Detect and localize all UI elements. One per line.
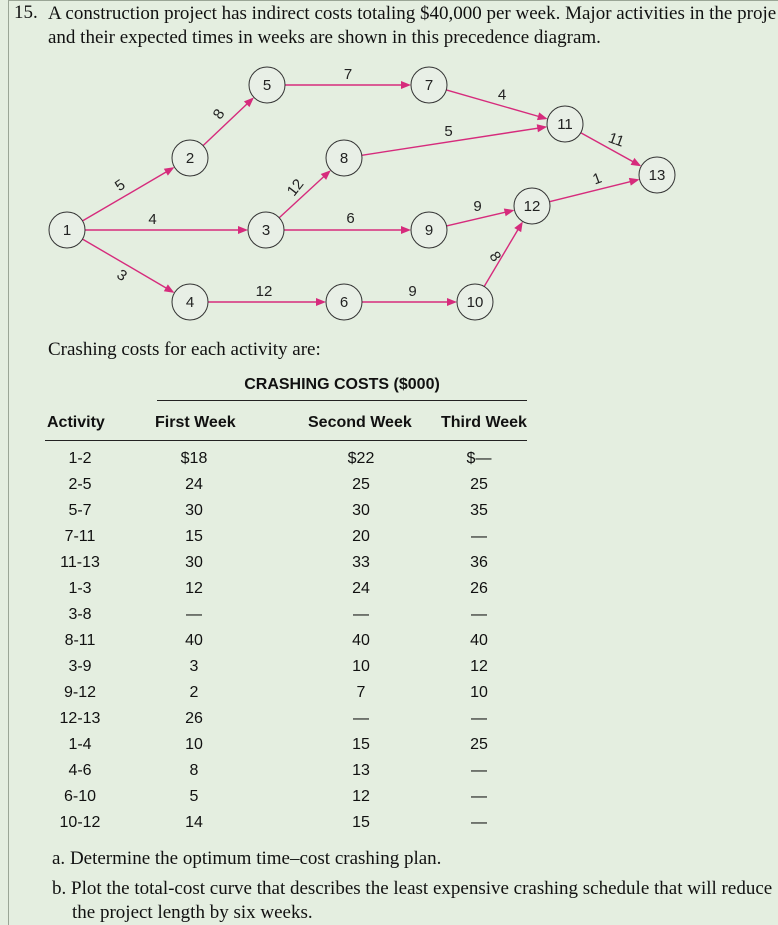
table-cell-activity: 8-11 <box>64 632 96 649</box>
table-title: CRASHING COSTS ($000) <box>244 376 440 393</box>
arrowhead-12-13 <box>629 178 640 186</box>
arrowhead-4-6 <box>316 298 326 306</box>
table-cell-activity: 2-5 <box>68 476 92 493</box>
table-cell-first-week: — <box>186 606 202 623</box>
table-cell-first-week: 40 <box>185 632 203 649</box>
arrowhead-5-7 <box>401 81 411 89</box>
table-cell-first-week: 12 <box>185 580 203 597</box>
table-cell-first-week: 24 <box>185 476 203 493</box>
table-cell-second-week: 13 <box>352 762 370 779</box>
table-title-rule <box>157 400 527 401</box>
arrowhead-9-12 <box>504 208 515 216</box>
edge-duration-label: 1 <box>590 169 605 189</box>
node-label: 13 <box>648 166 666 184</box>
table-cell-third-week: 25 <box>470 476 488 493</box>
table-cell-second-week: 10 <box>352 658 370 675</box>
table-cell-activity: 7-11 <box>64 528 96 545</box>
table-cell-activity: 5-7 <box>68 502 92 519</box>
node-6 <box>326 284 362 320</box>
table-cell-second-week: 40 <box>352 632 370 649</box>
table-cell-third-week: 36 <box>470 554 488 571</box>
table-cell-second-week: 15 <box>352 814 370 831</box>
table-cell-first-week: 15 <box>185 528 203 545</box>
table-cell-second-week: 33 <box>352 554 370 571</box>
node-7 <box>411 67 447 103</box>
edge-duration-label: 6 <box>346 209 355 227</box>
crashing-intro: Crashing costs for each activity are: <box>48 339 321 360</box>
header-first-week: First Week <box>155 414 236 431</box>
node-3 <box>248 212 284 248</box>
diagram-edge-labels <box>112 66 627 300</box>
arrowhead-1-3 <box>238 226 248 234</box>
arrowhead-3-9 <box>401 226 411 234</box>
table-cell-activity: 9-12 <box>63 684 97 701</box>
arrowhead-11-13 <box>631 158 642 166</box>
node-label: 4 <box>185 293 195 311</box>
table-cell-activity: 4-6 <box>68 762 92 779</box>
edge-duration-label: 8 <box>209 105 229 123</box>
table-cell-activity: 1-2 <box>68 450 92 467</box>
node-2 <box>172 140 208 176</box>
table-cell-activity: 6-10 <box>63 788 97 805</box>
table-cell-third-week: — <box>471 814 487 831</box>
table-cell-first-week: 14 <box>185 814 203 831</box>
table-cell-second-week: 7 <box>356 684 366 701</box>
question-b-text: Plot the total-cost curve that describes the least expensive crashing schedule that will reduce <box>71 878 773 899</box>
edge-duration-label: 7 <box>343 65 353 83</box>
question-number: 15. <box>14 2 38 23</box>
table-cell-activity: 3-8 <box>68 606 92 623</box>
table-cell-first-week: $18 <box>180 450 208 467</box>
table-header-rule <box>45 440 527 441</box>
table-cell-third-week: 26 <box>470 580 488 597</box>
table-cell-first-week: 26 <box>185 710 203 727</box>
table-cell-third-week: $— <box>466 450 492 467</box>
table-cell-third-week: — <box>471 788 487 805</box>
table-cell-second-week: 25 <box>352 476 370 493</box>
node-11 <box>547 106 583 142</box>
node-label: 12 <box>523 197 541 215</box>
table-cell-third-week: — <box>471 710 487 727</box>
node-1 <box>49 212 85 248</box>
node-10 <box>457 284 493 320</box>
table-cell-first-week: 30 <box>185 554 203 571</box>
node-label: 10 <box>466 293 484 311</box>
node-label: 1 <box>62 221 72 239</box>
node-4 <box>172 284 208 320</box>
arrowhead-7-11 <box>537 112 548 120</box>
arrowhead-6-10 <box>447 298 457 306</box>
edge-duration-label: 5 <box>111 176 129 195</box>
table-cell-first-week: 2 <box>189 684 199 701</box>
table-cell-third-week: — <box>471 762 487 779</box>
question-a-label: a. <box>52 848 66 869</box>
table-cell-second-week: $22 <box>347 450 375 467</box>
node-label: 9 <box>424 221 434 239</box>
node-8 <box>326 140 362 176</box>
table-cell-second-week: — <box>353 710 369 727</box>
table-cell-second-week: 15 <box>352 736 370 753</box>
header-second-week: Second Week <box>308 414 412 431</box>
node-5 <box>249 67 285 103</box>
header-activity: Activity <box>47 414 105 431</box>
edge-duration-label: 12 <box>255 282 273 300</box>
node-label: 5 <box>262 76 272 94</box>
node-label: 3 <box>261 221 271 239</box>
edge-2-5 <box>203 102 250 146</box>
edge-duration-label: 5 <box>444 122 453 140</box>
table-cell-first-week: 3 <box>189 658 199 675</box>
table-cell-activity: 10-12 <box>59 814 101 831</box>
table-cell-second-week: 12 <box>352 788 370 805</box>
node-label: 7 <box>424 76 434 94</box>
precedence-diagram <box>0 0 778 340</box>
table-cell-first-week: 5 <box>189 788 199 805</box>
arrowhead-8-11 <box>537 124 547 132</box>
node-13 <box>639 157 675 193</box>
question-b-continued: the project length by six weeks. <box>72 902 313 923</box>
edge-duration-label: 8 <box>485 248 505 265</box>
edge-1-4 <box>83 239 170 290</box>
table-cell-second-week: — <box>353 606 369 623</box>
edge-duration-label: 4 <box>497 86 507 104</box>
table-cell-first-week: 30 <box>185 502 203 519</box>
edge-duration-label: 3 <box>113 266 131 285</box>
node-label: 8 <box>339 149 349 167</box>
table-cell-third-week: 40 <box>470 632 488 649</box>
edge-duration-label: 4 <box>148 210 157 228</box>
node-label: 2 <box>185 149 195 167</box>
table-cell-activity: 3-9 <box>68 658 92 675</box>
table-cell-activity: 1-3 <box>68 580 92 597</box>
question-line-1: A construction project has indirect costs totaling $40,000 per week. Major activities in the proje <box>48 3 777 24</box>
header-third-week: Third Week <box>441 414 527 431</box>
table-cell-first-week: 8 <box>189 762 199 779</box>
edge-12-13 <box>549 181 633 202</box>
edge-7-11 <box>446 90 542 117</box>
table-cell-third-week: — <box>471 606 487 623</box>
arrowhead-1-2 <box>164 167 175 176</box>
table-cell-second-week: 20 <box>352 528 370 545</box>
node-9 <box>411 212 447 248</box>
table-cell-third-week: 10 <box>470 684 488 701</box>
question-a-text: Determine the optimum time–cost crashing plan. <box>69 848 442 869</box>
table-cell-third-week: — <box>471 528 487 545</box>
edge-3-8 <box>279 174 326 218</box>
table-cell-third-week: 25 <box>470 736 488 753</box>
table-cell-activity: 11-13 <box>60 554 100 571</box>
table-cell-second-week: 30 <box>352 502 370 519</box>
edge-duration-label: 12 <box>283 175 308 200</box>
arrowhead-1-4 <box>164 284 175 293</box>
table-cell-activity: 12-13 <box>59 710 101 727</box>
question-line-2: and their expected times in weeks are shown in this precedence diagram. <box>48 27 601 48</box>
question-b-label: b. <box>52 878 67 899</box>
table-cell-activity: 1-4 <box>68 736 92 753</box>
table-cell-first-week: 10 <box>185 736 203 753</box>
question-b <box>52 877 772 901</box>
edge-duration-label: 9 <box>408 282 417 300</box>
table-cell-second-week: 24 <box>352 580 370 597</box>
table-cell-third-week: 12 <box>470 658 488 675</box>
edge-duration-label: 9 <box>473 197 482 215</box>
node-label: 11 <box>557 115 573 133</box>
edge-duration-label: 11 <box>605 129 627 151</box>
node-label: 6 <box>339 293 349 311</box>
arrowhead-10-12 <box>514 221 523 232</box>
table-cell-third-week: 35 <box>470 502 488 519</box>
question-a <box>52 847 441 871</box>
node-12 <box>514 188 550 224</box>
